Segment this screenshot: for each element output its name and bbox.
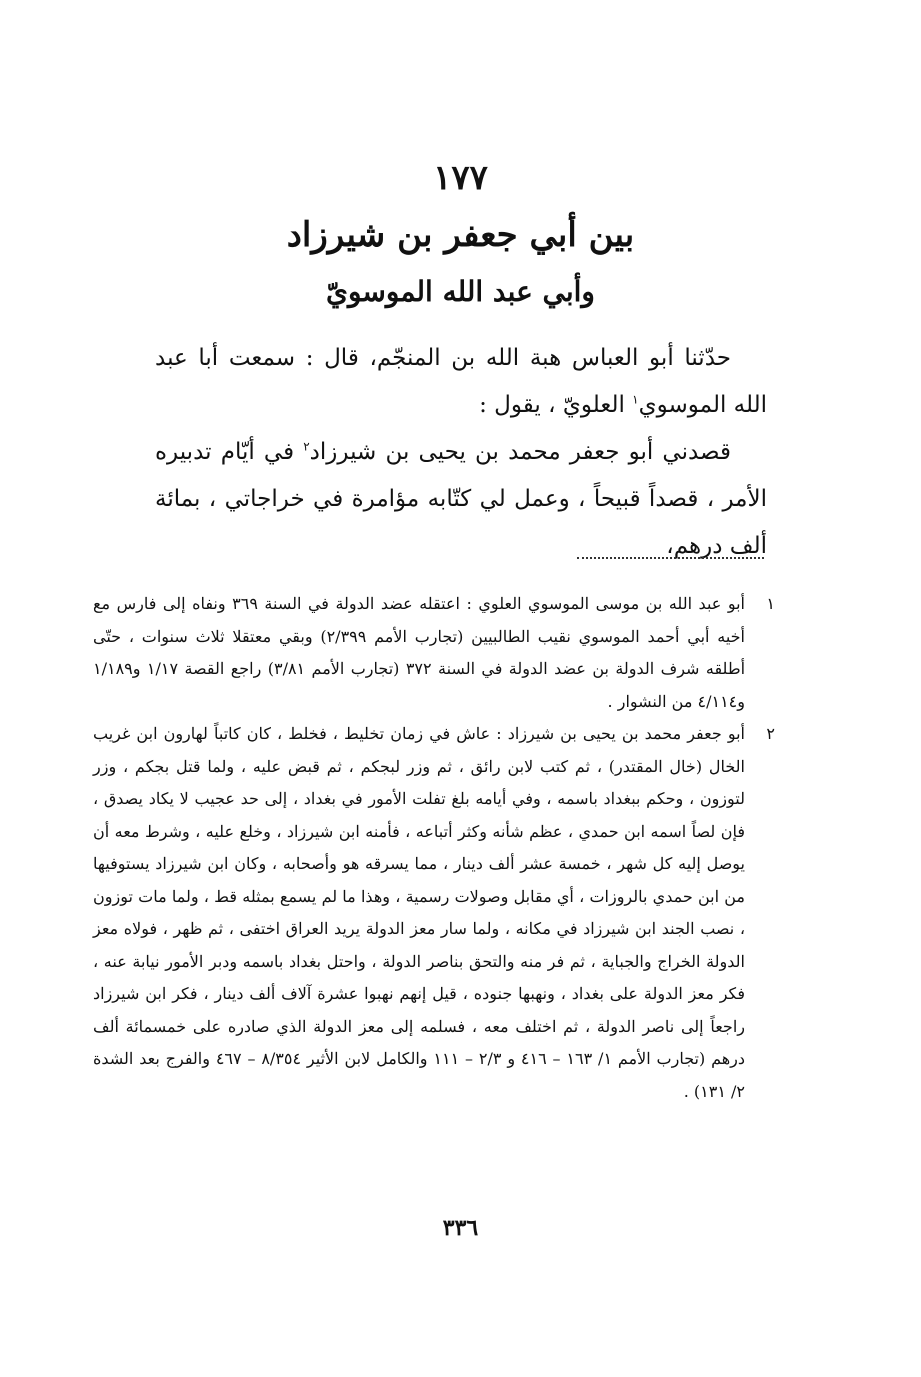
footnote-text: أبو عبد الله بن موسى الموسوي العلوي : اعتقله عضد الدولة في السنة ٣٦٩ ونفاه إلى فارس مع أخيه أبي أحمد الموسوي نقيب الطالبيين (تجارب الأمم ٢/٣٩٩) وبقي معتقلا ثلاث سنوات ، حتّى أطلقه شرف الدولة بن عضد الدولة في السنة ٣٧٢ (تجارب الأمم ٣/٨١) راجع القصة ١/١٧ و١/١٨٩ و٤/١١٤ من النشوار . [93, 594, 746, 711]
footnote-2 [93, 718, 775, 1108]
paragraph-2-text: قصدني أبو جعفر محمد بن يحيى بن شيرزاد [309, 439, 731, 465]
paragraph-1 [155, 335, 767, 429]
chapter-title-line-2: وأبي عبد الله الموسويّ [326, 275, 595, 308]
page-number: ٣٣٦ [442, 1215, 479, 1241]
paragraph-2 [155, 429, 767, 570]
paragraph-2-text-end: في أيّام تدبيره الأمر ، قصداً قبيحاً ، وعمل لي كتّابه مؤامرة في خراجاتي ، بمائة ألف درهم، [155, 439, 767, 559]
footnotes [93, 588, 775, 1108]
footnote-ref-1: ١ [632, 392, 639, 407]
footnote-number: ٢ [766, 724, 775, 743]
chapter-title-line-1: بين أبي جعفر بن شيرزاد [286, 215, 635, 255]
main-text [155, 335, 767, 570]
paragraph-1-text-end: العلويّ ، يقول : [479, 392, 633, 418]
footnote-number: ١ [766, 594, 775, 613]
chapter-number: ١٧٧ [433, 158, 488, 198]
paragraph-1-text: حدّثنا أبو العباس هبة الله بن المنجّم، قال : سمعت أبا عبد الله الموسوي [155, 345, 767, 418]
footnote-text: أبو جعفر محمد بن يحيى بن شيرزاد : عاش في زمان تخليط ، فخلط ، كان كاتباً لهارون ابن غريب الخال (خال المقتدر) ، ثم كتب لابن رائق ، ثم وزر لبجكم ، ثم قبض عليه ، ولما قتل بجكم ، وزر لتوزون ، وحكم ببغداد باسمه ، وفي أيامه بلغ تفلت الأمور في بغداد ، إلى حد عجيب لا يكاد يصدق ، فإن لصاً اسمه ابن حمدي ، عظم شأنه وكثر أتباعه ، فأمنه ابن شيرزاد ، وخلع عليه ، وشرط معه أن يوصل إليه كل شهر ، خمسة عشر ألف دينار ، مما يسرقه هو وأصحابه ، وكان ابن شيرزاد يستوفيها من ابن حمدي بالروزات ، أي مقابل وصولات رسمية ، وهذا ما لم يسمع بمثله قط ، ولما مات توزون ، نصب الجند ابن شيرزاد في مكانه ، ولما سار معز الدولة يريد العراق اختفى ، ثم ظهر ، فولاه معز الدولة الخراج والجباية ، ثم فر منه والتحق بناصر الدولة ، واحتل بغداد باسمه ودبر الأمور نيابة عنه ، فكر معز الدولة على بغداد ، ونهبها جنوده ، قيل إنهم نهبوا عشرة آلاف ألف دينار ، فكر ابن شيرزاد راجعاً إلى ناصر الدولة ، ثم اختلف معه ، فسلمه إلى معز الدولة الذي صادره على خمسمائة ألف درهم (تجارب الأمم ١/ ١٦٣ – ٤١٦ و ٢/٣ – ١١١ والكامل لابن الأثير ٨/٣٥٤ – ٤٦٧ والفرج بعد الشدة ٢/ ١٣١) . [93, 724, 746, 1101]
footnote-ref-2: ٢ [303, 439, 310, 454]
footnote-divider [577, 557, 764, 559]
footnote-1 [93, 588, 775, 718]
